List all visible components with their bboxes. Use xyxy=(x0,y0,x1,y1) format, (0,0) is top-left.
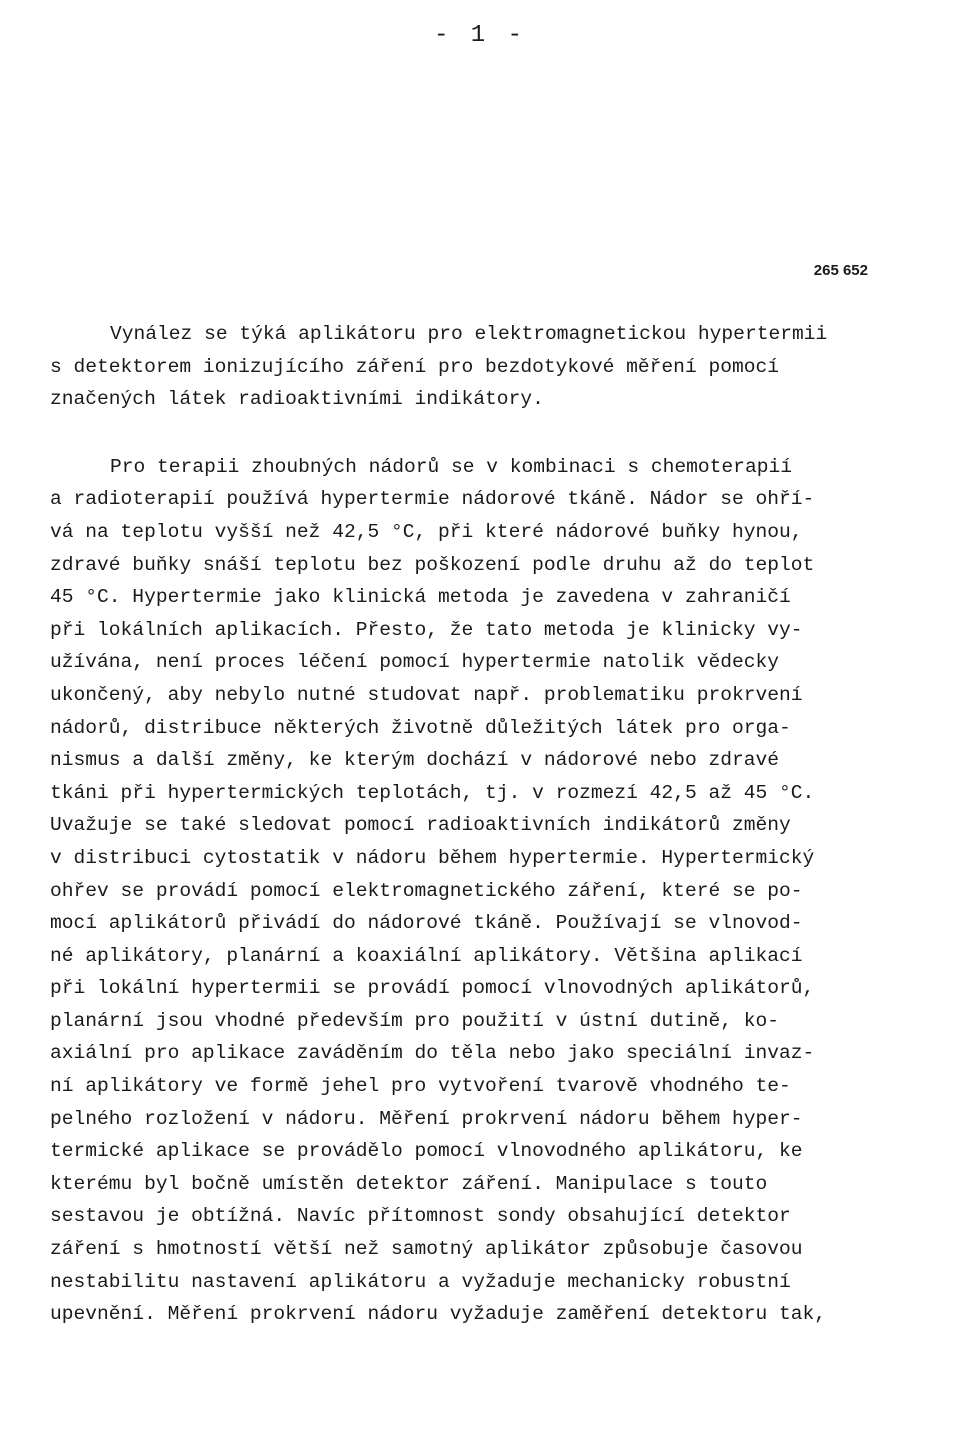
paragraph-gap xyxy=(50,416,920,451)
text-line: zdravé buňky snáší teplotu bez poškození podle druhu až do teplot xyxy=(50,553,815,576)
text-line: značených látek radioaktivními indikátory. xyxy=(50,388,544,411)
text-line: termické aplikace se provádělo pomocí vlnovodného aplikátoru, ke xyxy=(50,1140,803,1163)
text-line: a radioterapií používá hypertermie nádorové tkáně. Nádor se ohří- xyxy=(50,488,815,511)
text-line: né aplikátory, planární a koaxiální aplikátory. Většina aplikací xyxy=(50,944,803,967)
text-line: planární jsou vhodné především pro použití v ústní dutině, ko- xyxy=(50,1009,780,1032)
text-line: tkáni při hypertermických teplotách, tj. v rozmezí 42,5 až 45 °C. xyxy=(50,781,815,804)
text-line: při lokálních aplikacích. Přesto, že tato metoda je klinicky vy- xyxy=(50,618,803,641)
text-line: pelného rozložení v nádoru. Měření prokrvení nádoru během hyper- xyxy=(50,1107,803,1130)
paragraph-intro xyxy=(50,318,920,416)
text-line: ní aplikátory ve formě jehel pro vytvoření tvarově vhodného te- xyxy=(50,1075,791,1098)
text-line: nestabilitu nastavení aplikátoru a vyžaduje mechanicky robustní xyxy=(50,1270,791,1293)
text-line: sestavou je obtížná. Navíc přítomnost sondy obsahující detektor xyxy=(50,1205,791,1228)
text-line: záření s hmotností větší než samotný aplikátor způsobuje časovou xyxy=(50,1238,803,1261)
text-line: s detektorem ionizujícího záření pro bezdotykové měření pomocí xyxy=(50,355,780,378)
text-line: nismus a další změny, ke kterým dochází v nádorové nebo zdravé xyxy=(50,749,780,772)
text-line: kterému byl bočně umístěn detektor záření. Manipulace s touto xyxy=(50,1172,768,1195)
text-line: užívána, není proces léčení pomocí hypertermie natolik vědecky xyxy=(50,651,780,674)
text-line: Uvažuje se také sledovat pomocí radioaktivních indikátorů změny xyxy=(50,814,791,837)
text-line: v distribuci cytostatik v nádoru během hypertermie. Hypertermický xyxy=(50,846,815,869)
document-number: 265 652 xyxy=(813,262,868,279)
page-number: - 1 - xyxy=(433,22,526,49)
text-line: Pro terapii zhoubných nádorů se v kombinaci s chemoterapií xyxy=(110,455,792,478)
text-line: axiální pro aplikace zaváděním do těla nebo jako speciální invaz- xyxy=(50,1042,815,1065)
text-line: ohřev se provádí pomocí elektromagnetického záření, které se po- xyxy=(50,879,803,902)
text-line: 45 °C. Hypertermie jako klinická metoda je zavedena v zahraničí xyxy=(50,586,791,609)
text-line: při lokální hypertermii se provádí pomocí vlnovodných aplikátorů, xyxy=(50,977,815,1000)
text-line: Vynález se týká aplikátoru pro elektromagnetickou hypertermii xyxy=(110,323,828,345)
text-line: upevnění. Měření prokrvení nádoru vyžaduje zaměření detektoru tak, xyxy=(50,1303,827,1326)
text-line: ukončený, aby nebylo nutné studovat např. problematiku prokrvení xyxy=(50,683,803,706)
text-line: nádorů, distribuce některých životně důležitých látek pro orga- xyxy=(50,716,791,739)
paragraph-background xyxy=(50,451,920,1331)
document-body xyxy=(50,318,920,1331)
text-line: vá na teplotu vyšší než 42,5 °C, při které nádorové buňky hynou, xyxy=(50,520,803,543)
text-line: mocí aplikátorů přivádí do nádorové tkáně. Používají se vlnovod- xyxy=(50,912,803,935)
